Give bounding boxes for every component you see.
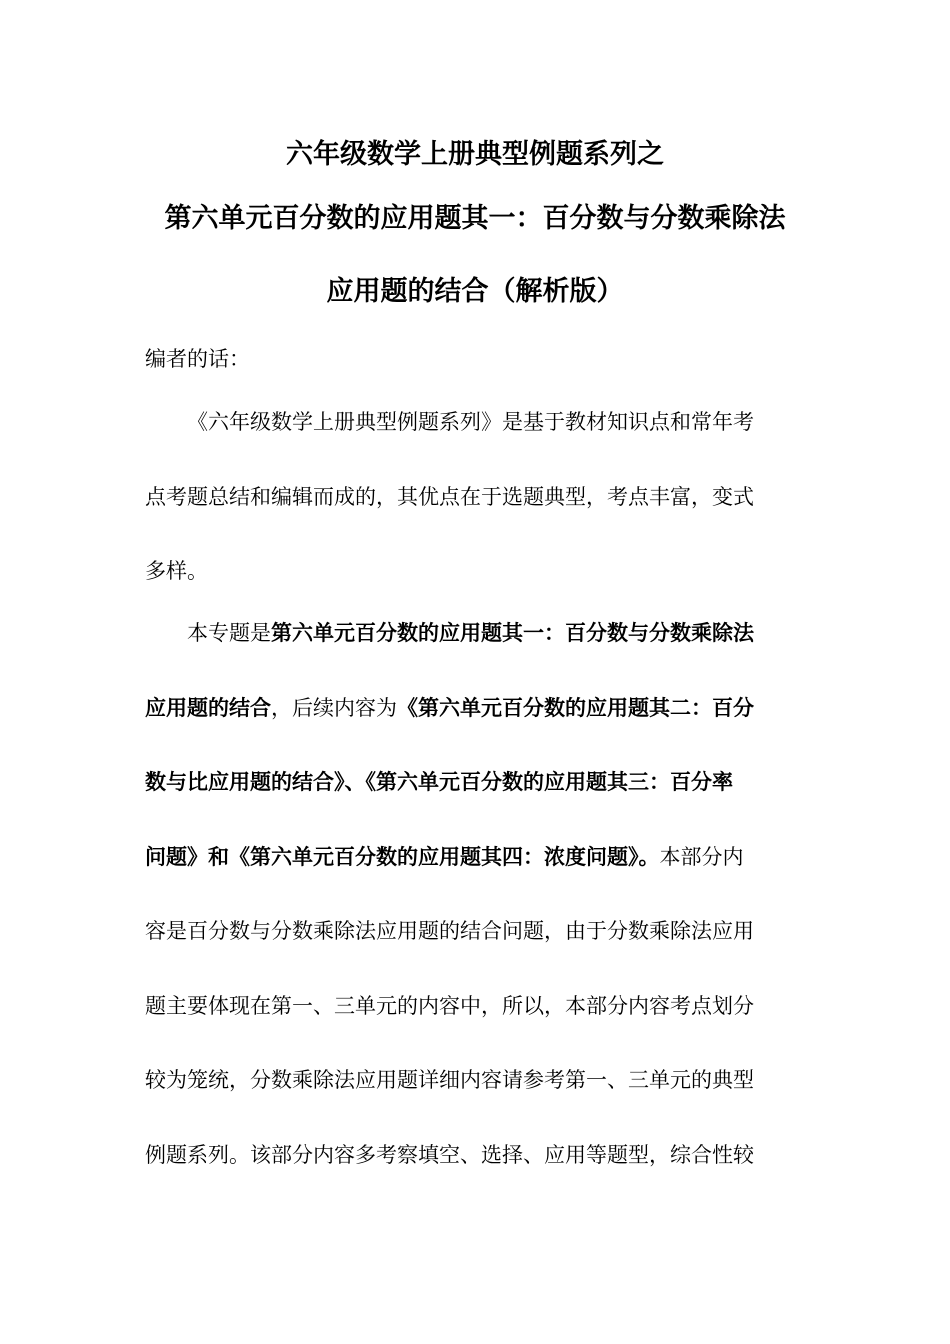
topic-line-2-normal: ，后续内容为 <box>271 695 397 720</box>
title-line-2: 第六单元百分数的应用题其一：百分数与分数乘除法 <box>164 203 786 234</box>
topic-line-2 <box>145 671 795 746</box>
topic-line-7: 较为笼统，分数乘除法应用题详细内容请参考第一、三单元的典型 <box>145 1068 754 1092</box>
title-line-3: 应用题的结合（解析版） <box>326 276 624 307</box>
topic-line-2-bold-a: 应用题的结合 <box>145 695 271 720</box>
intro-line-1: 《六年级数学上册典型例题系列》是基于教材知识点和常年考 <box>187 410 754 434</box>
topic-line-3 <box>145 745 795 820</box>
title-line-1: 六年级数学上册典型例题系列之 <box>286 139 664 170</box>
topic-line-2-bold-b: 《第六单元百分数的应用题其二：百分 <box>397 695 754 720</box>
topic-line-5: 容是百分数与分数乘除法应用题的结合问题，由于分数乘除法应用 <box>145 919 754 943</box>
editor-note-heading: 编者的话： <box>145 347 250 371</box>
topic-line-4-bold: 问题》和《第六单元百分数的应用题其四：浓度问题》。 <box>145 844 660 869</box>
topic-line-1-normal: 本专题是 <box>187 621 271 645</box>
topic-line-1-bold: 第六单元百分数的应用题其一：百分数与分数乘除法 <box>271 621 754 645</box>
topic-line-3-bold: 数与比应用题的结合》、《第六单元百分数的应用题其三：百分率 <box>145 770 733 794</box>
topic-line-8: 例题系列。该部分内容多考察填空、选择、应用等题型，综合性较 <box>145 1142 754 1167</box>
topic-line-1 <box>145 596 795 671</box>
topic-line-4-normal: 本部分内 <box>659 844 744 869</box>
intro-paragraph <box>145 385 795 609</box>
intro-line-2: 点考题总结和编辑而成的，其优点在于选题典型，考点丰富，变式 <box>145 484 754 509</box>
topic-line-4 <box>145 820 795 895</box>
topic-paragraph <box>145 596 795 1192</box>
intro-line-3: 多样。 <box>145 559 208 583</box>
topic-line-6: 题主要体现在第一、三单元的内容中，所以，本部分内容考点划分 <box>145 993 754 1018</box>
